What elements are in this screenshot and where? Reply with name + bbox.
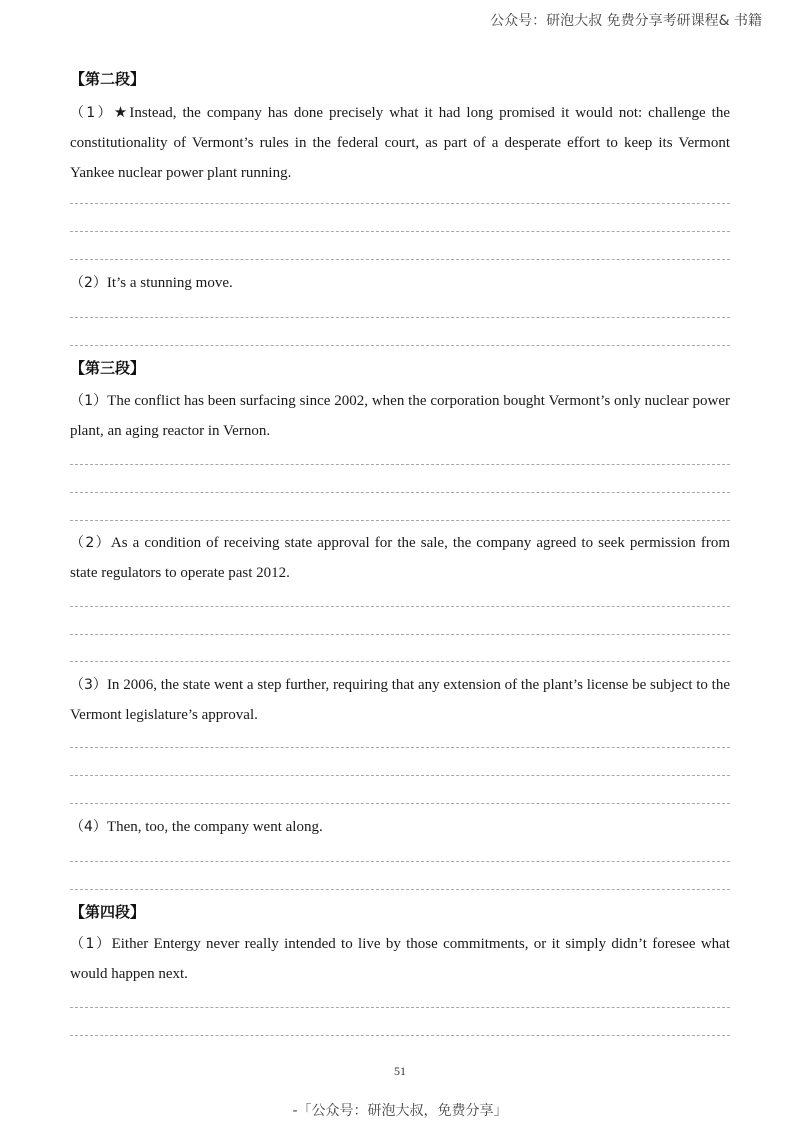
answer-line[interactable]	[70, 606, 730, 607]
sentence-text: It’s a stunning move.	[106, 275, 233, 291]
sentence-number: （3）	[70, 677, 107, 693]
page-number: 51	[394, 1064, 406, 1078]
answer-line[interactable]	[70, 803, 730, 804]
sentence-number: （1）	[70, 105, 114, 121]
answer-line[interactable]	[70, 520, 730, 521]
section-heading-4: 【第四段】	[70, 903, 146, 921]
sentence-4-1	[70, 929, 730, 989]
sentence-text: In 2006, the state went a step further, requiring that any extension of the plant’s license be subject to the Vermont legislature’s approval.	[70, 677, 731, 723]
sentence-3-4	[70, 812, 730, 842]
section-heading-2: 【第二段】	[70, 70, 146, 88]
header-note: 公众号：研泡大叔 免费分享考研课程& 书籍	[490, 13, 762, 29]
answer-line[interactable]	[70, 661, 730, 662]
answer-line[interactable]	[70, 889, 730, 890]
sentence-number: （4）	[70, 819, 107, 835]
sentence-number: （1）	[70, 936, 112, 952]
answer-line[interactable]	[70, 1035, 730, 1036]
sentence-text: The conflict has been surfacing since 2002, when the corporation bought Vermont’s only nuclear power plant, an aging reactor in Vernon.	[70, 393, 730, 439]
sentence-3-3	[70, 670, 730, 730]
sentence-3-2	[70, 528, 730, 588]
sentence-number: （2）	[70, 535, 111, 551]
sentence-2-1	[70, 98, 730, 188]
sentence-number: （2）	[70, 275, 107, 291]
answer-line[interactable]	[70, 203, 730, 204]
answer-line[interactable]	[70, 464, 730, 465]
answer-line[interactable]	[70, 634, 730, 635]
sentence-text: As a condition of receiving state approval for the sale, the company agreed to seek permission from state regulators to operate past 2012.	[70, 535, 730, 581]
section-heading-3: 【第三段】	[70, 359, 146, 377]
answer-line[interactable]	[70, 775, 730, 776]
sentence-2-2	[70, 268, 730, 298]
sentence-text: Either Entergy never really intended to live by those commitments, or it simply didn’t foresee what would happen next.	[70, 936, 730, 982]
answer-line[interactable]	[70, 1007, 730, 1008]
answer-line[interactable]	[70, 317, 730, 318]
answer-line[interactable]	[70, 259, 730, 260]
answer-line[interactable]	[70, 345, 730, 346]
answer-line[interactable]	[70, 492, 730, 493]
answer-line[interactable]	[70, 861, 730, 862]
sentence-3-1	[70, 386, 730, 446]
sentence-text: ★Instead, the company has done precisely what it had long promised it would not: challenge the constitutionality of Vermont’s rules in the federal court, as part of a desperate effort to keep its Vermont Yankee nuclear power plant running.	[70, 105, 730, 181]
answer-line[interactable]	[70, 231, 730, 232]
answer-line[interactable]	[70, 747, 730, 748]
sentence-text: Then, too, the company went along.	[106, 819, 323, 835]
sentence-number: （1）	[70, 393, 108, 409]
footer-note: -「公众号：研泡大叔，免费分享」	[292, 1103, 508, 1119]
